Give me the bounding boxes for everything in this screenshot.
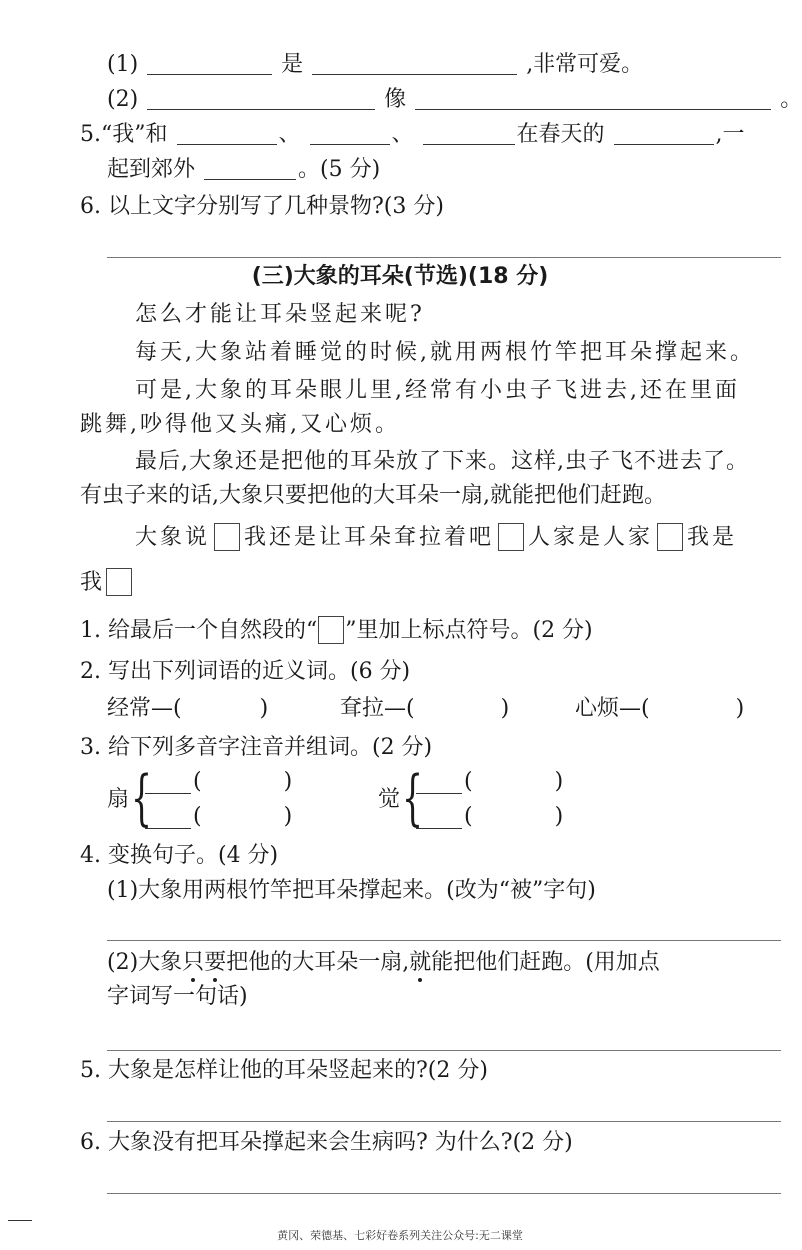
- dotted-char: 要: [204, 950, 227, 975]
- text: (: [193, 804, 202, 829]
- passage-para-4-cont: 有虫子来的话,大象只要把他的大耳朵一扇,就能把他们赶跑。: [80, 483, 666, 508]
- text: 像: [384, 87, 407, 112]
- word-paren[interactable]: [464, 767, 563, 797]
- q4-sub2-line: [107, 85, 802, 115]
- answer-blank[interactable]: [310, 122, 390, 145]
- answer-blank[interactable]: [147, 87, 375, 110]
- passage-para-2: 每天,大象站着睡觉的时候,就用两根竹竿把耳朵撑起来。: [135, 340, 755, 365]
- text: 我是: [687, 525, 738, 550]
- box-icon: [318, 616, 344, 644]
- q4-sentence-2: [107, 948, 660, 978]
- synonym-1: [107, 694, 268, 724]
- q4-sub1-line: [107, 50, 643, 80]
- text: 、: [391, 122, 414, 147]
- punctuation-box[interactable]: [214, 523, 240, 551]
- text: 在春天的: [516, 122, 605, 147]
- q4-sentence-2-cont: 字词写一句话): [107, 984, 248, 1009]
- answer-blank[interactable]: [614, 122, 714, 145]
- question-4: 4. 变换句子。(4 分): [80, 843, 279, 868]
- brace-icon: {: [131, 763, 153, 833]
- text: 经常—(: [107, 696, 182, 721]
- text: ,一: [715, 122, 745, 147]
- text: 能把他们赶跑。(用加点: [431, 950, 660, 975]
- passage-para-5-cont: [80, 568, 136, 598]
- punctuation-box[interactable]: [657, 523, 683, 551]
- question-5: 5. 大象是怎样让他的耳朵竖起来的?(2 分): [80, 1058, 488, 1083]
- text: ): [283, 804, 293, 829]
- punctuation-box[interactable]: [106, 568, 132, 596]
- q4-sentence-1: (1)大象用两根竹竿把耳朵撑起来。(改为“被”字句): [107, 878, 596, 903]
- text: 我: [80, 570, 103, 595]
- text: (: [193, 769, 202, 794]
- item-number: (2): [107, 87, 139, 112]
- text: ): [554, 769, 564, 794]
- answer-blank[interactable]: [423, 122, 515, 145]
- text: 大象说: [135, 525, 211, 550]
- passage-para-1: 怎么才能让耳朵竖起来呢?: [135, 302, 425, 327]
- question-6-top: 6. 以上文字分别写了几种景物?(3 分): [80, 194, 444, 219]
- question-3: 3. 给下列多音字注音并组词。(2 分): [80, 735, 433, 760]
- text: 。: [780, 87, 802, 112]
- pinyin-blank[interactable]: [145, 793, 191, 794]
- brace-icon: {: [402, 763, 424, 833]
- cut-mark: [8, 1220, 32, 1221]
- synonym-2: [340, 694, 509, 724]
- text: (2)大象: [107, 950, 183, 975]
- text: 我还是让耳朵耷拉着吧: [244, 525, 495, 550]
- q5-line: [80, 120, 745, 150]
- question-6: 6. 大象没有把耳朵撑起来会生病吗? 为什么?(2 分): [80, 1130, 573, 1155]
- answer-line[interactable]: [107, 257, 781, 258]
- passage-para-4: 最后,大象还是把他的耳朵放了下来。这样,虫子飞不进去了。: [135, 449, 749, 474]
- pinyin-blank[interactable]: [416, 793, 462, 794]
- answer-blank[interactable]: [415, 87, 771, 110]
- text: ,非常可爱。: [526, 52, 644, 77]
- polyphone-char-1: 扇: [107, 787, 130, 812]
- text: 是: [281, 52, 304, 77]
- text: 。(5 分): [298, 157, 381, 182]
- text: 人家是人家: [528, 525, 654, 550]
- text: “我”和: [101, 122, 168, 147]
- answer-line[interactable]: [107, 1193, 781, 1194]
- answer-blank[interactable]: [177, 122, 277, 145]
- passage-para-5: [135, 523, 737, 553]
- text: 、: [278, 122, 301, 147]
- text: 心烦—(: [575, 696, 650, 721]
- text: ): [259, 696, 269, 721]
- question-1: [80, 616, 593, 646]
- word-paren[interactable]: [193, 767, 292, 797]
- word-paren[interactable]: [193, 802, 292, 832]
- text: ): [735, 696, 745, 721]
- answer-line[interactable]: [107, 1050, 781, 1051]
- text: (: [464, 804, 473, 829]
- polyphone-char-2: 觉: [378, 787, 401, 812]
- section-title: (三)大象的耳朵(节选)(18 分): [251, 264, 549, 289]
- pinyin-blank[interactable]: [416, 828, 462, 829]
- pinyin-blank[interactable]: [145, 828, 191, 829]
- answer-blank[interactable]: [204, 157, 296, 180]
- answer-blank[interactable]: [147, 52, 272, 75]
- passage-para-3: 可是,大象的耳朵眼儿里,经常有小虫子飞进去,还在里面: [135, 378, 740, 403]
- text: (: [464, 769, 473, 794]
- answer-line[interactable]: [107, 940, 781, 941]
- dotted-char: 只: [182, 950, 205, 975]
- text: ”里加上标点符号。(2 分): [345, 618, 593, 643]
- passage-para-3-cont: 跳舞,吵得他又头痛,又心烦。: [80, 412, 400, 437]
- word-paren[interactable]: [464, 802, 563, 832]
- text: 起到郊外: [107, 157, 196, 182]
- answer-line[interactable]: [107, 1121, 781, 1122]
- synonym-3: [575, 694, 744, 724]
- q5-line-cont: [107, 155, 380, 185]
- footer-note: 黄冈、荣德基、七彩好卷系列关注公众号:无二课堂: [277, 1229, 523, 1242]
- punctuation-box[interactable]: [498, 523, 524, 551]
- text: ): [500, 696, 510, 721]
- item-number: (1): [107, 52, 139, 77]
- answer-blank[interactable]: [312, 52, 517, 75]
- dotted-char: 就: [409, 950, 432, 975]
- text: 耷拉—(: [340, 696, 415, 721]
- item-number: 5.: [80, 122, 101, 147]
- text: ): [283, 769, 293, 794]
- text: ): [554, 804, 564, 829]
- text: 1. 给最后一个自然段的“: [80, 618, 318, 643]
- question-2: 2. 写出下列词语的近义词。(6 分): [80, 659, 411, 684]
- text: 把他的大耳朵一扇,: [226, 950, 410, 975]
